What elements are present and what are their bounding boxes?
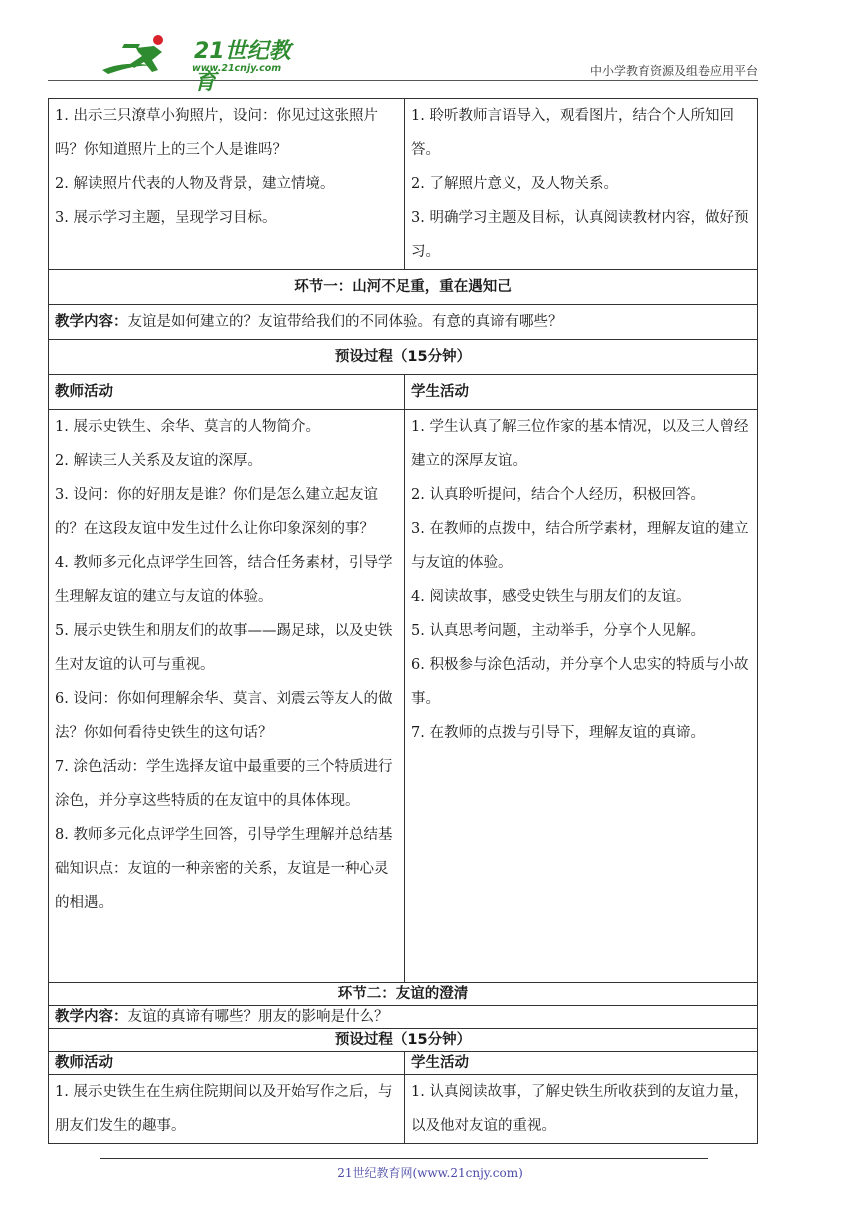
section2-content (49, 1006, 758, 1029)
section1-teacher-header: 教师活动 (49, 375, 405, 410)
intro-teacher-item: 1. 出示三只潦草小狗照片，设问：你见过这张照片吗？你知道照片上的三个人是谁吗？ (55, 108, 378, 158)
section1-teacher-item: 5. 展示史铁生和朋友们的故事——踢足球，以及史铁生对友谊的认可与重视。 (55, 623, 393, 673)
section1-student-item: 4. 阅读故事，感受史铁生与朋友们的友谊。 (411, 589, 691, 605)
logo-url: www.21cnjy.com (192, 63, 282, 74)
section1-process: 预设过程（15分钟） (49, 340, 758, 375)
section1-teacher-item: 8. 教师多元化点评学生回答，引导学生理解并总结基础知识点：友谊的一种亲密的关系，友谊是一种心灵的相遇。 (55, 827, 393, 911)
section1-process-row (49, 340, 758, 375)
section1-student-item: 2. 认真聆听提问，结合个人经历，积极回答。 (411, 487, 705, 503)
logo (96, 30, 306, 95)
section1-student-item: 3. 在教师的点拨中，结合所学素材，理解友谊的建立与友谊的体验。 (411, 521, 749, 571)
section2-teacher-item: 1. 展示史铁生在生病住院期间以及开始写作之后，与朋友们发生的趣事。 (55, 1084, 393, 1134)
section1-body-row (49, 410, 758, 983)
section2-title: 环节二：友谊的澄清 (49, 983, 758, 1006)
section2-teacher-header: 教师活动 (49, 1052, 405, 1075)
intro-teacher-item: 3. 展示学习主题，呈现学习目标。 (55, 210, 277, 226)
platform-name: 中小学教育资源及组卷应用平台 (589, 64, 758, 78)
section2-content-label: 教学内容： (55, 1009, 128, 1025)
section2-content-text: 友谊的真谛有哪些？朋友的影响是什么？ (127, 1009, 389, 1025)
section2-header-row (49, 1052, 758, 1075)
section2-student-cell (405, 1075, 758, 1144)
section1-header-row (49, 375, 758, 410)
section2-student-header: 学生活动 (405, 1052, 758, 1075)
section1-teacher-item: 7. 涂色活动：学生选择友谊中最重要的三个特质进行涂色，并分享这些特质的在友谊中的具体体现。 (55, 759, 393, 809)
section1-content-row (49, 305, 758, 340)
section1-teacher-item: 6. 设问：你如何理解余华、莫言、刘震云等友人的做法？你如何看待史铁生的这句话？ (55, 691, 393, 741)
section1-content (49, 305, 758, 340)
section1-teacher-cell (49, 410, 405, 983)
section2-process-row (49, 1029, 758, 1052)
section1-student-item: 1. 学生认真了解三位作家的基本情况，以及三人曾经建立的深厚友谊。 (411, 419, 749, 469)
section1-content-text: 友谊是如何建立的？友谊带给我们的不同体验。有意的真谛有哪些？ (127, 314, 563, 330)
intro-row (49, 99, 758, 270)
section1-student-item: 6. 积极参与涂色活动，并分享个人忠实的特质与小故事。 (411, 657, 749, 707)
section1-title-row (49, 270, 758, 305)
intro-teacher-cell (49, 99, 405, 270)
section1-student-header: 学生活动 (405, 375, 758, 410)
section2-body-row (49, 1075, 758, 1144)
section1-title: 环节一：山河不足重，重在遇知己 (49, 270, 758, 305)
intro-student-item: 1. 聆听教师言语导入，观看图片，结合个人所知回答。 (411, 108, 734, 158)
intro-student-cell (405, 99, 758, 270)
section1-teacher-item: 3. 设问：你的好朋友是谁？你们是怎么建立起友谊的？在这段友谊中发生过什么让你印象深刻的事？ (55, 487, 378, 537)
section2-title-row (49, 983, 758, 1006)
section1-student-item: 5. 认真思考问题，主动举手，分享个人见解。 (411, 623, 705, 639)
intro-teacher-item: 2. 解读照片代表的人物及背景，建立情境。 (55, 176, 335, 192)
logo-text: 21世纪教育 (194, 39, 291, 95)
intro-student-item: 3. 明确学习主题及目标，认真阅读教材内容，做好预习。 (411, 210, 749, 260)
section1-student-item: 7. 在教师的点拨与引导下，理解友谊的真谛。 (411, 725, 705, 741)
footer-divider (100, 1158, 708, 1159)
section1-teacher-item: 2. 解读三人关系及友谊的深厚。 (55, 453, 262, 469)
section1-content-label: 教学内容： (55, 314, 128, 330)
section1-teacher-item: 4. 教师多元化点评学生回答，结合任务素材，引导学生理解友谊的建立与友谊的体验。 (55, 555, 393, 605)
section2-student-item: 1. 认真阅读故事，了解史铁生所收获到的友谊力量，以及他对友谊的重视。 (411, 1084, 749, 1134)
lesson-table (48, 98, 758, 1144)
section1-student-cell (405, 410, 758, 983)
page-header (48, 30, 758, 95)
runner-logo-icon (96, 30, 192, 78)
footer-text: 21世纪教育网(www.21cnjy.com) (337, 1166, 523, 1180)
section1-teacher-item: 1. 展示史铁生、余华、莫言的人物简介。 (55, 419, 320, 435)
section2-teacher-cell (49, 1075, 405, 1144)
intro-student-item: 2. 了解照片意义，及人物关系。 (411, 176, 618, 192)
section2-content-row (49, 1006, 758, 1029)
section2-process: 预设过程（15分钟） (49, 1029, 758, 1052)
